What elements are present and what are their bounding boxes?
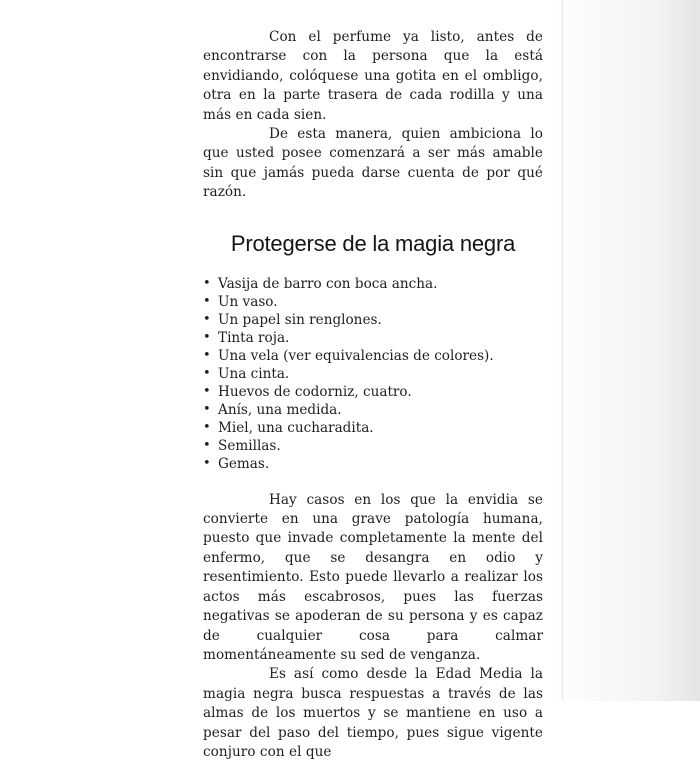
list-item: • Gemas.	[203, 455, 543, 473]
list-item: • Huevos de codorniz, cuatro.	[203, 383, 543, 401]
list-item: • Tinta roja.	[203, 329, 543, 347]
body-paragraph-1: Hay casos en los que la envidia se convierte en una grave patología humana, puesto que invade completamente la mente del enfermo, que se desangra en odio y resentimiento. Esto puede llevarlo a realizar los actos más escabrosos, pues las fuerzas negativas se apoderan de su persona y es capaz de cualquier cosa para calmar momentáneamente su sed de venganza.	[203, 491, 543, 663]
intro-paragraph-2: De esta manera, quien ambiciona lo que usted posee comenzará a ser más amable sin que jamás pueda darse cuenta de por qué razón.	[203, 126, 543, 201]
list-item: • Un papel sin renglones.	[203, 311, 543, 329]
list-item: • Un vaso.	[203, 293, 543, 311]
list-item: • Anís, una medida.	[203, 401, 543, 419]
ingredients-list	[203, 275, 543, 473]
section-heading: Protegerse de la magia negra	[230, 230, 516, 256]
page-fold-line	[561, 0, 564, 701]
list-item: • Semillas.	[203, 437, 543, 455]
list-item: • Vasija de barro con boca ancha.	[203, 275, 543, 293]
list-item: • Una vela (ver equivalencias de colores).	[203, 347, 543, 365]
text-column	[203, 28, 543, 762]
list-item: • Una cinta.	[203, 365, 543, 383]
page-edge-shadow	[550, 0, 700, 701]
intro-paragraph-1: Con el perfume ya listo, antes de encontrarse con la persona que la está envidiando, colóquese una gotita en el ombligo, otra en la parte trasera de cada rodilla y una más en cada sien.	[203, 29, 543, 123]
body-paragraph-2: Es así como desde la Edad Media la magia negra busca respuestas a través de las almas de los muertos y se mantiene en uso a pesar del paso del tiempo, pues sigue vigente conjuro con el que	[203, 666, 543, 760]
list-item: • Miel, una cucharadita.	[203, 419, 543, 437]
